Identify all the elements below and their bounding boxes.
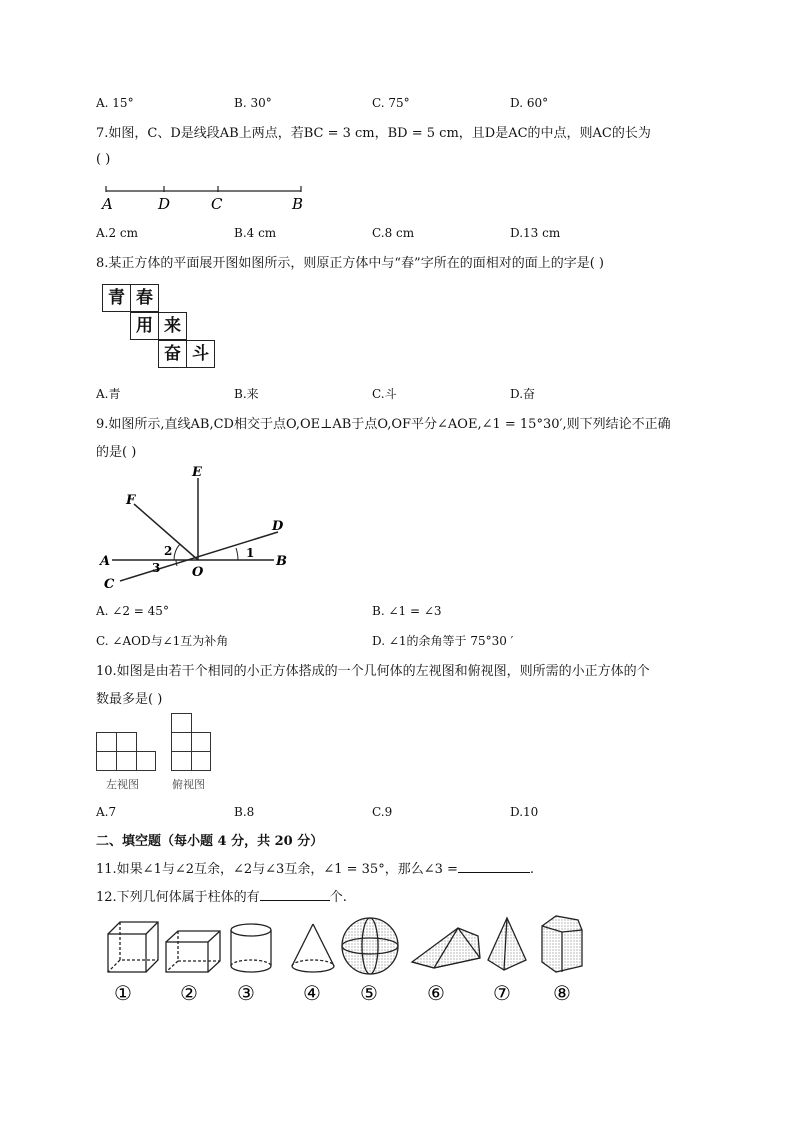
solids-figure	[96, 910, 596, 1005]
q9-stem-line2: 的是( )	[96, 445, 137, 460]
q10-stem-line1: 10.如图是由若干个相同的小正方体搭成的一个几何体的左视图和俯视图，则所需的小正方体的个	[96, 664, 650, 679]
solid-8-pentagonal-prism	[542, 916, 582, 972]
q9-option-a: A. ∠2 = 45°	[96, 604, 169, 618]
solid-6-triangular-prism	[412, 928, 480, 968]
label-b: B	[276, 554, 287, 569]
solid-2-cuboid	[166, 931, 220, 972]
solid-label-3: ③	[237, 981, 255, 1005]
label-angle-3: 3	[152, 561, 161, 575]
label-o: O	[192, 565, 204, 580]
solid-label-6: ⑥	[427, 981, 445, 1005]
top-view-label: 俯视图	[172, 778, 205, 791]
net-face-chun: 春	[130, 284, 159, 312]
q10-option-c: C.9	[372, 805, 393, 819]
q8-option-b: B.来	[234, 387, 259, 401]
q8-option-d: D.奋	[510, 387, 536, 401]
solid-label-2: ②	[180, 981, 198, 1005]
net-face-qing: 青	[102, 284, 131, 312]
q10-option-b: B.8	[234, 805, 255, 819]
net-face-yong: 用	[130, 312, 159, 340]
q7-stem-line2: ( )	[96, 152, 111, 167]
label-b: B	[292, 195, 304, 213]
solid-7-pyramid	[488, 918, 526, 970]
solid-label-1: ①	[114, 981, 132, 1005]
q6-option-b: B. 30°	[234, 96, 272, 110]
q7-option-a: A.2 cm	[96, 226, 139, 240]
solid-label-8: ⑧	[553, 981, 571, 1005]
q11-line	[96, 858, 534, 877]
q7-option-b: B.4 cm	[234, 226, 277, 240]
label-e: E	[192, 465, 202, 480]
arc-angle-2	[174, 544, 180, 560]
q7-segment-figure	[96, 178, 316, 214]
q8-stem: 8.某正方体的平面展开图如图所示，则原正方体中与“春”字所在的面相对的面上的字是( )	[96, 256, 604, 271]
net-face-fen: 奋	[158, 340, 187, 368]
q10-option-a: A.7	[96, 805, 117, 819]
q9-stem-line1: 9.如图所示,直线AB,CD相交于点O,OE⊥AB于点O,OF平分∠AOE,∠1 = 15°30′,则下列结论不正确	[96, 417, 671, 432]
net-face-dou: 斗	[186, 340, 215, 368]
q9-option-b: B. ∠1 = ∠3	[372, 604, 442, 618]
q12-line	[96, 886, 347, 905]
q9-option-d: D. ∠1的余角等于 75°30 ′	[372, 634, 514, 648]
q7-stem-line1: 7.如图，C、D是线段AB上两点，若BC = 3 cm，BD = 5 cm，且D是AC的中点，则AC的长为	[96, 126, 651, 141]
q6-option-a: A. 15°	[96, 96, 134, 110]
q6-option-c: C. 75°	[372, 96, 410, 110]
label-a: A	[100, 554, 111, 569]
label-angle-1: 1	[246, 546, 255, 560]
label-c: C	[104, 577, 115, 592]
q10-option-d: D.10	[510, 805, 539, 819]
q6-option-d: D. 60°	[510, 96, 549, 110]
label-c: C	[211, 195, 223, 213]
solid-3-cylinder	[231, 924, 271, 972]
solid-label-7: ⑦	[493, 981, 511, 1005]
label-angle-2: 2	[164, 544, 173, 558]
solid-5-sphere	[342, 918, 398, 974]
q11-text: 11.如果∠1与∠2互余，∠2与∠3互余，∠1 = 35°，那么∠3 =	[96, 862, 458, 877]
q11-period: .	[529, 862, 535, 877]
q12-unit: 个.	[329, 890, 347, 905]
q9-option-c: C. ∠AOD与∠1互为补角	[96, 634, 229, 648]
q10-stem-line2: 数最多是( )	[96, 692, 163, 707]
solid-label-5: ⑤	[360, 981, 378, 1005]
q12-text: 12.下列几何体属于柱体的有	[96, 890, 260, 905]
q8-option-c: C.斗	[372, 387, 397, 401]
section2-title: 二、填空题（每小题 4 分，共 20 分）	[96, 834, 324, 849]
solid-label-4: ④	[303, 981, 321, 1005]
q11-answer-blank[interactable]	[458, 860, 530, 873]
label-f: F	[126, 493, 136, 508]
solid-1-cube	[108, 922, 158, 972]
q7-option-c: C.8 cm	[372, 226, 415, 240]
q12-answer-blank[interactable]	[260, 888, 330, 901]
label-d: D	[158, 195, 171, 213]
solid-4-cone	[292, 924, 334, 972]
left-view-label: 左视图	[106, 778, 139, 791]
label-d: D	[272, 519, 284, 534]
q7-option-d: D.13 cm	[510, 226, 561, 240]
q9-angle-figure	[96, 462, 306, 592]
arc-angle-1	[236, 548, 238, 560]
q8-option-a: A.青	[96, 387, 121, 401]
net-face-lai: 来	[158, 312, 187, 340]
label-a: A	[102, 195, 113, 213]
